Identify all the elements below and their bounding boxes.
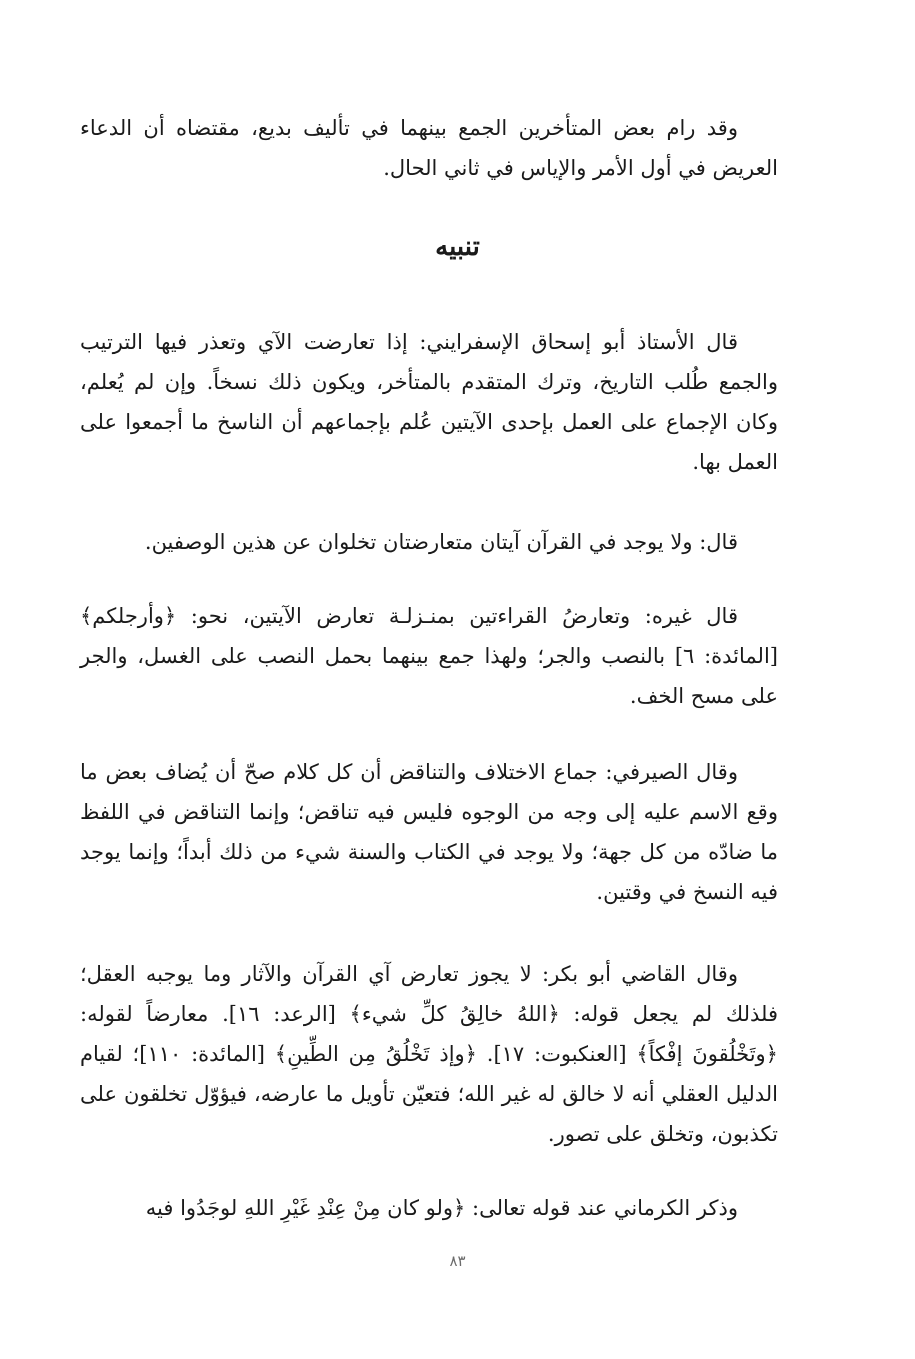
page-number: ٨٣ bbox=[449, 1252, 466, 1270]
paragraph-kirmani: وذكر الكرماني عند قوله تعالى: ﴿ولو كان مِنْ عِنْدِ غَيْرِ اللهِ لوجَدُوا فيه bbox=[145, 1196, 738, 1220]
paragraph-qiraat: قال غيره: وتعارضُ القراءتين بمنـزلـة تعارض الآيتين، نحو: ﴿وأرجلكم﴾ [المائدة: ٦] بالنصب والجر؛ ولهذا جمع بينهما بحمل النصب على الغسل، والجر على مسح الخف. bbox=[80, 604, 778, 708]
paragraph-sayrafi: وقال الصيرفي: جماع الاختلاف والتناقض أن كل كلام صحّ أن يُضاف بعض ما وقع الاسم عليه إلى وجه من الوجوه فليس فيه تناقض؛ وإنما التناقض في اللفظ ما ضادّه من كل جهة؛ ولا يوجد في الكتاب والسنة شيء من ذلك أبداً؛ وإنما يوجد فيه النسخ في وقتين. bbox=[80, 760, 778, 904]
section-heading: تنبيه bbox=[435, 232, 480, 262]
paragraph-no-contradiction: قال: ولا يوجد في القرآن آيتان متعارضتان تخلوان عن هذين الوصفين. bbox=[144, 530, 738, 554]
paragraph-qadi-abu-bakr: وقال القاضي أبو بكر: لا يجوز تعارض آي القرآن والآثار وما يوجبه العقل؛ فلذلك لم يجعل قوله: ﴿اللهُ خالِقُ كلِّ شيء﴾ [الرعد: ١٦]. معارضاً لقوله: ﴿وتَخْلُقونَ إفْكاً﴾ [العنكبوت: ١٧]. ﴿وإذ تَخْلُقُ مِن الطِّينِ﴾ [المائدة: ١١٠]؛ لقيام الدليل العقلي أنه لا خالق له غير الله؛ فتعيّن تأويل ما عارضه، فيؤوّل تخلقون على تكذبون، وتخلق على تصور. bbox=[80, 962, 778, 1146]
paragraph-intro: وقد رام بعض المتأخرين الجمع بينهما في تأليف بديع، مقتضاه أن الدعاء العريض في أول الأمر والإياس في ثاني الحال. bbox=[80, 116, 778, 180]
paragraph-isfarayini: قال الأستاذ أبو إسحاق الإسفرايني: إذا تعارضت الآي وتعذر فيها الترتيب والجمع طُلب التاريخ، وترك المتقدم بالمتأخر، ويكون ذلك نسخاً. وإن لم يُعلم، وكان الإجماع على العمل بإحدى الآيتين عُلم بإجماعهم أن الناسخ ما أجمعوا على العمل بها. bbox=[80, 330, 778, 474]
